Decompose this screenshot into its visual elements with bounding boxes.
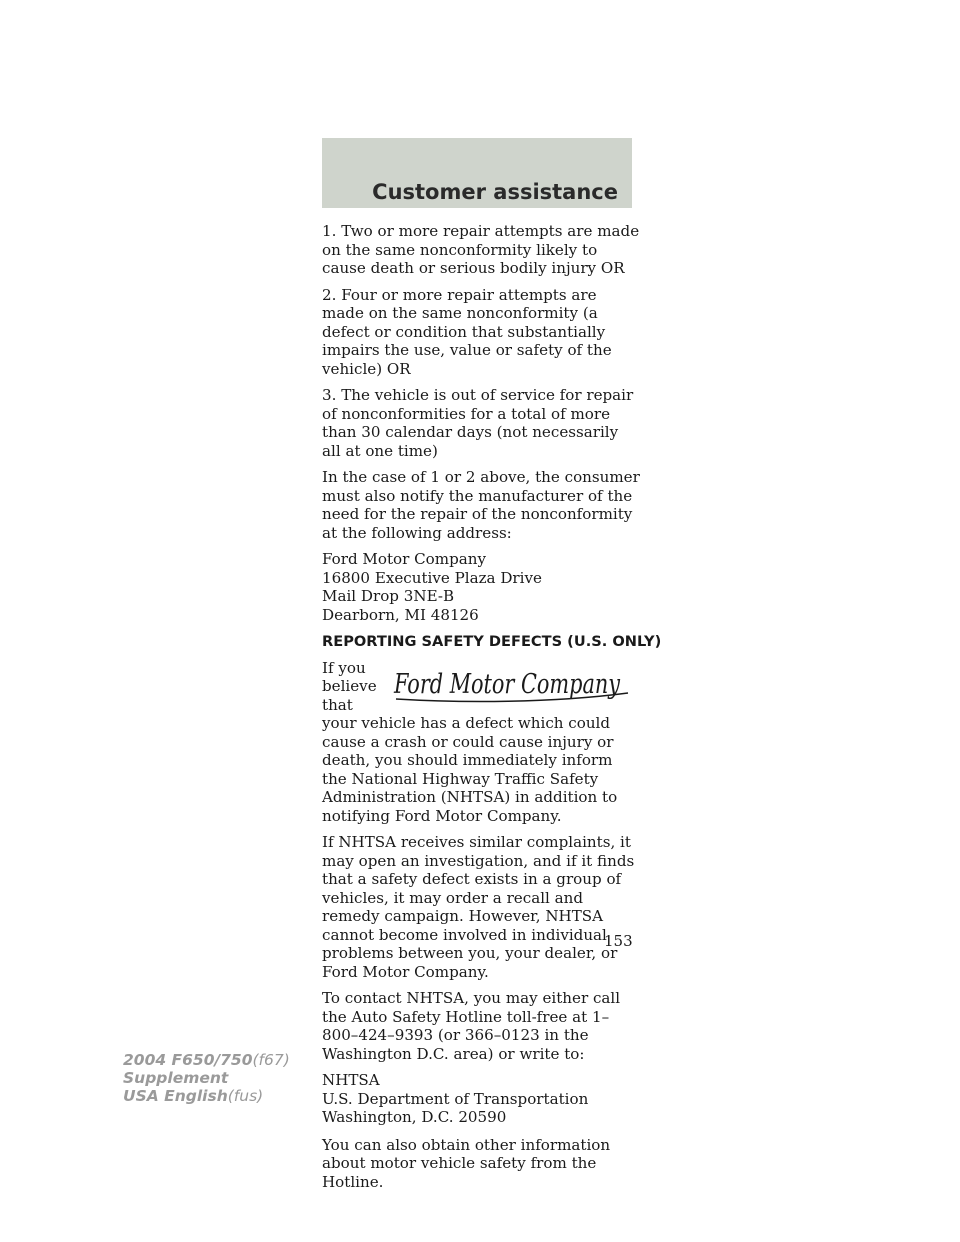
paragraph-closing: You can also obtain other information about motor vehicle safety from the Hotline. bbox=[322, 1135, 611, 1191]
document-footer bbox=[123, 1051, 290, 1105]
ford-address-line: Ford Motor Company bbox=[322, 550, 486, 568]
page-number: 153 bbox=[604, 932, 633, 950]
paragraph-safety-2: If NHTSA receives similar complaints, it may open an investigation, and if it finds that a safety defect exists in a group of vehicles, it may order a recall and remedy campaign. However, NHTSA cannot become involved in individual problems between you, your dealer, or Ford Motor Company. bbox=[322, 833, 635, 981]
header-band bbox=[322, 138, 632, 208]
logo-text: Ford Motor Company bbox=[393, 668, 621, 700]
paragraph-condition-1: 1. Two or more repair attempts are made on the same nonconformity likely to cause death or serious bodily injury OR bbox=[322, 222, 640, 277]
footer-language: USA English bbox=[123, 1087, 228, 1105]
nhtsa-address-line: U.S. Department of Transportation bbox=[322, 1089, 589, 1108]
footer-model-code: (f67) bbox=[252, 1051, 290, 1069]
footer-doc-type: Supplement bbox=[123, 1069, 229, 1087]
ford-address-line: Mail Drop 3NE-B bbox=[322, 587, 455, 605]
safety-block bbox=[322, 659, 634, 826]
page-content bbox=[322, 222, 662, 1199]
paragraph-condition-3: 3. The vehicle is out of service for repair of nonconformities for a total of more than 30 calendar days (not necessarily all at one time) bbox=[322, 386, 634, 460]
ford-script-logo-icon bbox=[392, 663, 632, 707]
ford-address-line: 16800 Executive Plaza Drive bbox=[322, 568, 542, 587]
section-title: Customer assistance bbox=[372, 180, 618, 204]
section-heading: REPORTING SAFETY DEFECTS (U.S. ONLY) bbox=[322, 633, 662, 650]
footer-language-code: (fus) bbox=[227, 1087, 264, 1105]
paragraph-safety-1: If you believe that your vehicle has a defect which could cause a crash or could cause injury or death, you should immediately inform the National Highway Traffic Safety Administration (NHTSA) in addition to notifying Ford Motor Company. bbox=[322, 658, 618, 825]
nhtsa-address-line: Washington, D.C. 20590 bbox=[322, 1108, 507, 1126]
paragraph-condition-2: 2. Four or more repair attempts are made on the same nonconformity (a defect or condition that substantially impairs the use, value or safety of the vehicle) OR bbox=[322, 285, 612, 378]
ford-address-line: Dearborn, MI 48126 bbox=[322, 605, 479, 624]
nhtsa-address bbox=[322, 1071, 640, 1127]
footer-model: 2004 F650/750 bbox=[123, 1051, 253, 1069]
ford-address bbox=[322, 550, 640, 624]
paragraph-safety-3: To contact NHTSA, you may either call the Auto Safety Hotline toll-free at 1–800–424–9393 (or 366–0123 in the Washington D.C. area) or write to: bbox=[322, 989, 621, 1063]
nhtsa-address-line: NHTSA bbox=[322, 1071, 380, 1089]
paragraph-notify: In the case of 1 or 2 above, the consumer must also notify the manufacturer of the need for the repair of the nonconformity at the following address: bbox=[322, 468, 640, 542]
